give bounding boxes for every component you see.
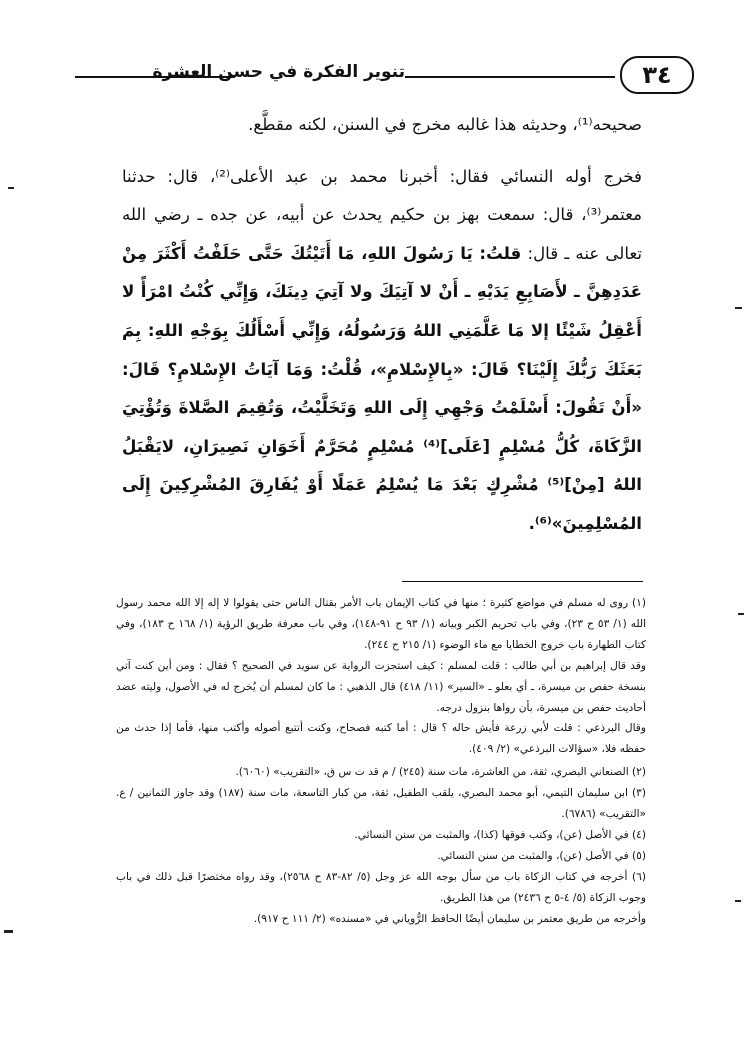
footnote: (٢) الصنعاني البصري، ثقة، من العاشرة، مات سنة (٢٤٥) / م قد ت س ق، «التقريب» (٦٠٦٠). <box>235 766 646 779</box>
scan-mark <box>738 613 744 615</box>
footnotes <box>116 593 646 930</box>
page-number-badge <box>620 56 694 94</box>
scan-mark <box>735 900 741 902</box>
footnote: وقد قال إبراهيم بن أبي طالب : قلت لمسلم : كيف استجزت الرواية عن سويد في الصحيح ؟ فقال : ومن أين كنت آتي بنسخة حفص بن ميسرة، ـ أي بعلو ـ «السير» (١١/ ٤١٨) قال الذهبي : ما كان لمسلم أن يُخرج له في الأصول، وليته عضد أحاديث حفص بن ميسرة، بأن رواها بنزول درجه. <box>116 659 646 714</box>
header-rule-right <box>405 76 615 78</box>
book-title: تنوير الفكرة في حسن العشرة <box>152 62 405 82</box>
paragraph: فخرج أوله النسائي فقال: أخبرنا محمد بن عبد الأعلى⁽²⁾، قال: حدثنا معتمر⁽³⁾، قال: سمعت بهز بن حكيم يحدث عن أبيه، عن جده ـ رضي الله تعالى عنه ـ قال: <box>122 166 642 263</box>
footnote: (١) روى له مسلم في مواضع كثيرة ؛ منها في كتاب الإيمان باب الأمر بقتال الناس حتى يقولوا لا إله إلا الله محمد رسول الله (١/ ٥٣ ح ٢٣)، وفي باب تحريم الكبر وبيانه (١/ ٩٣ ح ٩١-١٤٨)، وفي باب معرفة طريق الرؤية (١/ ١٦٨ ح ١٨٣)، وفي كتاب الطهارة باب خروج الخطايا مع ماء الوضوء (١/ ٢١٥ ح ٢٤٤). <box>116 597 647 651</box>
main-text <box>122 106 642 544</box>
scan-mark <box>735 307 742 309</box>
hadith-quote: قلتُ: يَا رَسُولَ اللهِ، مَا أَتَيْتُكَ حَتَّى حَلَفْتُ أَكْثَرَ مِنْ عَدَدِهِنَّ ـ لأَصَابِعِ يَدَيْهِ ـ أَنْ لا آتِيَكَ ولا آتِيَ دِينَكَ، وَإِنِّي كُنْتُ امْرَأً لا أَعْقِلُ شَيْئًا إلا مَا عَلَّمَنِي اللهُ وَرَسُولُهُ، وَإِنِّي أَسْأَلُكَ بِوَجْهِ اللهِ: بِمَ بَعَثَكَ رَبُّكَ إِلَيْنَا؟ قَالَ: «بِالإِسْلامِ»، قُلْتُ: وَمَا آيَاتُ الإِسْلامِ؟ قَالَ: «أَنْ تَقُولَ: أَسْلَمْتُ وَجْهِي إِلَى اللهِ وَتَخَلَّيْتُ، وَتُقِيمَ الصَّلاةَ وَتُؤْتِيَ الزَّكَاةَ، كُلُّ مُسْلِمٍ [عَلَى]⁽⁴⁾ مُسْلِمٍ مُحَرَّمٌ أَخَوَانِ نَصِيرَانِ، لايَقْبَلُ اللهُ [مِنْ]⁽⁵⁾ مُشْرِكٍ بَعْدَ مَا يُسْلِمُ عَمَلًا أَوْ يُفَارِقَ المُشْرِكِينَ إِلَى المُسْلِمِينَ»⁽⁶⁾. <box>122 243 642 533</box>
scan-mark <box>4 930 13 933</box>
paragraph-with-quote <box>122 158 642 544</box>
footnote-separator <box>402 581 643 582</box>
footnote: (٣) ابن سليمان التيمي، أبو محمد البصري، يلقب الطفيل، ثقة، من كبار التاسعة، مات سنة (١٨٧) وقد جاوز الثمانين / ع. «التقريب» (٦٧٨٦). <box>116 787 646 821</box>
scan-mark <box>8 187 14 189</box>
running-header <box>75 56 700 100</box>
footnote: (٤) في الأصل (عن)، وكتب فوقها (كذا)، والمثبت من سنن النسائي. <box>354 828 646 841</box>
footnote: وقال البرذعي : قلت لأبي زرعة فأيش حاله ؟ قال : أما كتبه فصحاح، وكنت أتتبع أصوله وأكتب منها، فأما إذا حدث من حفظه فلا، «سؤالات البرذعي» (٢/ ٤٠٩). <box>116 722 646 756</box>
footnote: (٦) أخرجه في كتاب الزكاة باب من سأل بوجه الله عز وجل (٥/ ٨٢-٨٣ ح ٢٥٦٨)، وقد رواه مختصرًا قبل ذلك في باب وجوب الزكاة (٥/ ٤-٥ ح ٢٤٣٦) من هذا الطريق. <box>116 870 647 904</box>
page-number: ٣٤ <box>642 61 672 89</box>
footnote: وأخرجه من طريق معتمر بن سليمان أيضًا الحافظ الرُّوياني في «مسنده» (٢/ ١١١ ح ٩١٧). <box>253 912 646 925</box>
paragraph: صحيحه⁽¹⁾، وحديثه هذا غالبه مخرج في السنن، لكنه مقطَّع. <box>248 115 642 134</box>
footnote: (٥) في الأصل (عن)، والمثبت من سنن النسائي. <box>437 849 646 862</box>
